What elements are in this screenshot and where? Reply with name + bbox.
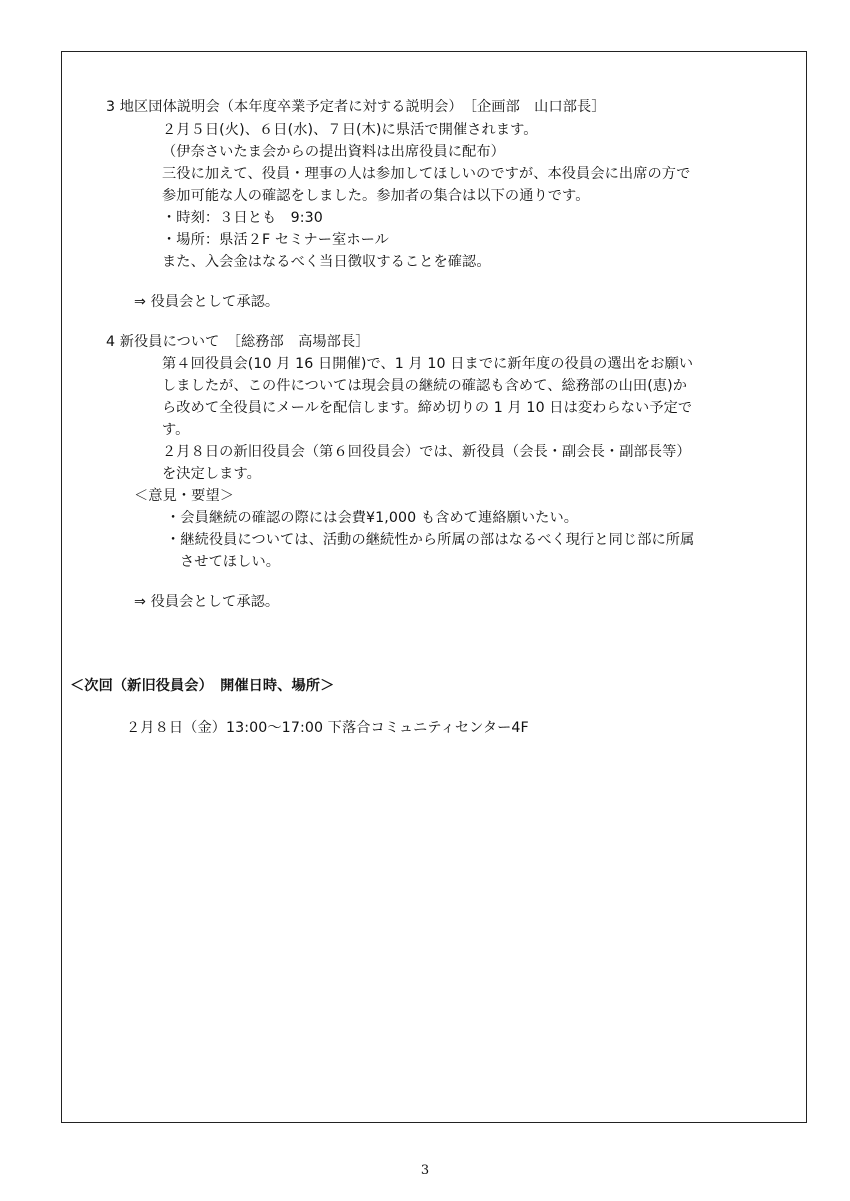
section3-line-3: 三役に加えて、役員・理事の人は参加してほしいのですが、本役員会に出席の方で [162,166,691,182]
section3-line-2: （伊奈さいたま会からの提出資料は出席役員に配布） [162,144,505,160]
next-meeting-detail: ２月８日（金）13:00～17:00 下落合コミュニティセンター4F [126,720,529,736]
section3-line-4: 参加可能な人の確認をしました。参加者の集合は以下の通りです。 [162,188,590,204]
section3-heading: 3 地区団体説明会（本年度卒業予定者に対する説明会） ［企画部 山口部長］ [106,99,606,115]
section4-line-4: す。 [162,422,190,438]
section4-heading: 4 新役員について ［総務部 高場部長］ [106,334,370,350]
opinion-item-2-cont: させてほしい。 [180,554,281,570]
section3-time-item: ・時刻：３日とも 9:30 [162,210,323,226]
section3-line-1: ２月５日(火)、６日(水)、７日(木)に県活で開催されます。 [162,122,538,138]
section4-line-5: ２月８日の新旧役員会（第６回役員会）では、新役員（会長・副会長・副部長等） [162,444,691,460]
section4-line-6: を決定します。 [162,466,261,482]
next-meeting-heading: ＜次回（新旧役員会） 開催日時、場所＞ [70,678,335,694]
opinion-item-1: ・会員継続の確認の際には会費¥1,000 も含めて連絡願いたい。 [166,510,579,526]
section3-line-7: また、入会金はなるべく当日徴収することを確認。 [162,254,491,270]
section4-line-3: ら改めて全役員にメールを配信します。締め切りの 1 月 10 日は変わらない予定で [162,400,693,416]
section4-line-2: しましたが、この件については現会員の継続の確認も含めて、総務部の山田(恵)か [162,378,688,394]
section4-conclusion: ⇒ 役員会として承認。 [134,594,280,610]
section4-line-1: 第４回役員会(10 月 16 日開催)で、1 月 10 日までに新年度の役員の選出をお願い [162,356,694,372]
page-number: 3 [420,1163,430,1178]
opinion-item-2: ・継続役員については、活動の継続性から所属の部はなるべく現行と同じ部に所属 [166,532,695,548]
section3-place-item: ・場所：県活２F セミナー室ホール [162,232,389,248]
opinions-heading: ＜意見・要望＞ [134,488,235,504]
section3-conclusion: ⇒ 役員会として承認。 [134,294,280,310]
